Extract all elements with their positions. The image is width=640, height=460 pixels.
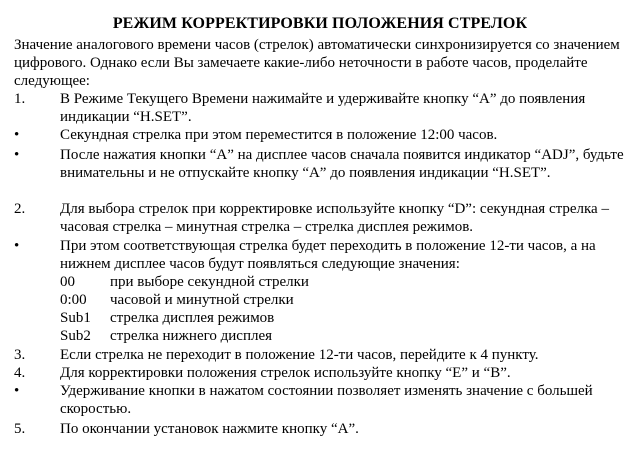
step-5-number: 5. [14,421,26,437]
bullet-adj [14,146,634,182]
bullet-twelve-oclock-text: При этом соответствующая стрелка будет переходить в положение 12-ти часов, а на нижнем дисплее часов будут появляться следующие значения: [60,238,596,272]
step-4-number: 4. [14,365,26,381]
bullet-second-hand [14,126,634,144]
value-row-sub1 [60,309,620,327]
cut-off-heading-fragment [200,452,340,460]
value-code: Sub1 [60,310,91,326]
step-3 [14,346,634,364]
bullet-speed-text: Удерживание кнопки в нажатом состоянии позволяет изменять значение с большей скоростью. [60,383,593,417]
value-row-000 [60,291,620,309]
step-1-number: 1. [14,91,26,107]
step-2-number: 2. [14,201,26,217]
intro-paragraph: Значение аналогового времени часов (стрелок) автоматически синхронизируется со значением цифрового. Однако если Вы замечаете какие-либо неточности в работе часов, проделайте следующее: [14,37,620,89]
value-code: Sub2 [60,328,91,344]
value-description: часовой и минутной стрелки [110,292,294,308]
step-1-text: В Режиме Текущего Времени нажимайте и удерживайте кнопку “A” до появления индикации “H.SET”. [60,91,586,125]
bullet-icon: • [14,383,20,399]
bullet-adj-text: После нажатия кнопки “A” на дисплее часов сначала появится индикатор “ADJ”, будьте внимательны и не отпускайте кнопку “A” до появления индикации “H.SET”. [60,147,624,181]
step-5 [14,420,634,438]
bullet-speed [14,382,634,418]
step-4-text: Для корректировки положения стрелок используйте кнопку “E” и “B”. [60,365,511,381]
bullet-twelve-oclock [14,237,634,273]
bullet-second-hand-text: Секундная стрелка при этом переместится в положение 12:00 часов. [60,127,498,143]
step-4 [14,364,634,382]
value-code: 00 [60,274,75,290]
step-5-text: По окончании установок нажмите кнопку “A”. [60,421,359,437]
value-description: при выборе секундной стрелки [110,274,309,290]
value-description: стрелка дисплея режимов [110,310,275,326]
step-1 [14,90,634,126]
step-2 [14,200,634,236]
bullet-icon: • [14,147,20,163]
bullet-icon: • [14,238,20,254]
value-row-00 [60,273,620,291]
value-code: 0:00 [60,292,87,308]
page-title: РЕЖИМ КОРРЕКТИРОВКИ ПОЛОЖЕНИЯ СТРЕЛОК [112,15,528,32]
step-3-number: 3. [14,347,26,363]
value-row-sub2 [60,327,620,345]
step-2-text: Для выбора стрелок при корректировке используйте кнопку “D”: секундная стрелка – часовая стрелка – минутная стрелка – стрелка дисплея режимов. [60,201,609,235]
bullet-icon: • [14,127,20,143]
value-description: стрелка нижнего дисплея [110,328,273,344]
step-3-text: Если стрелка не переходит в положение 12-ти часов, перейдите к 4 пункту. [60,347,539,363]
